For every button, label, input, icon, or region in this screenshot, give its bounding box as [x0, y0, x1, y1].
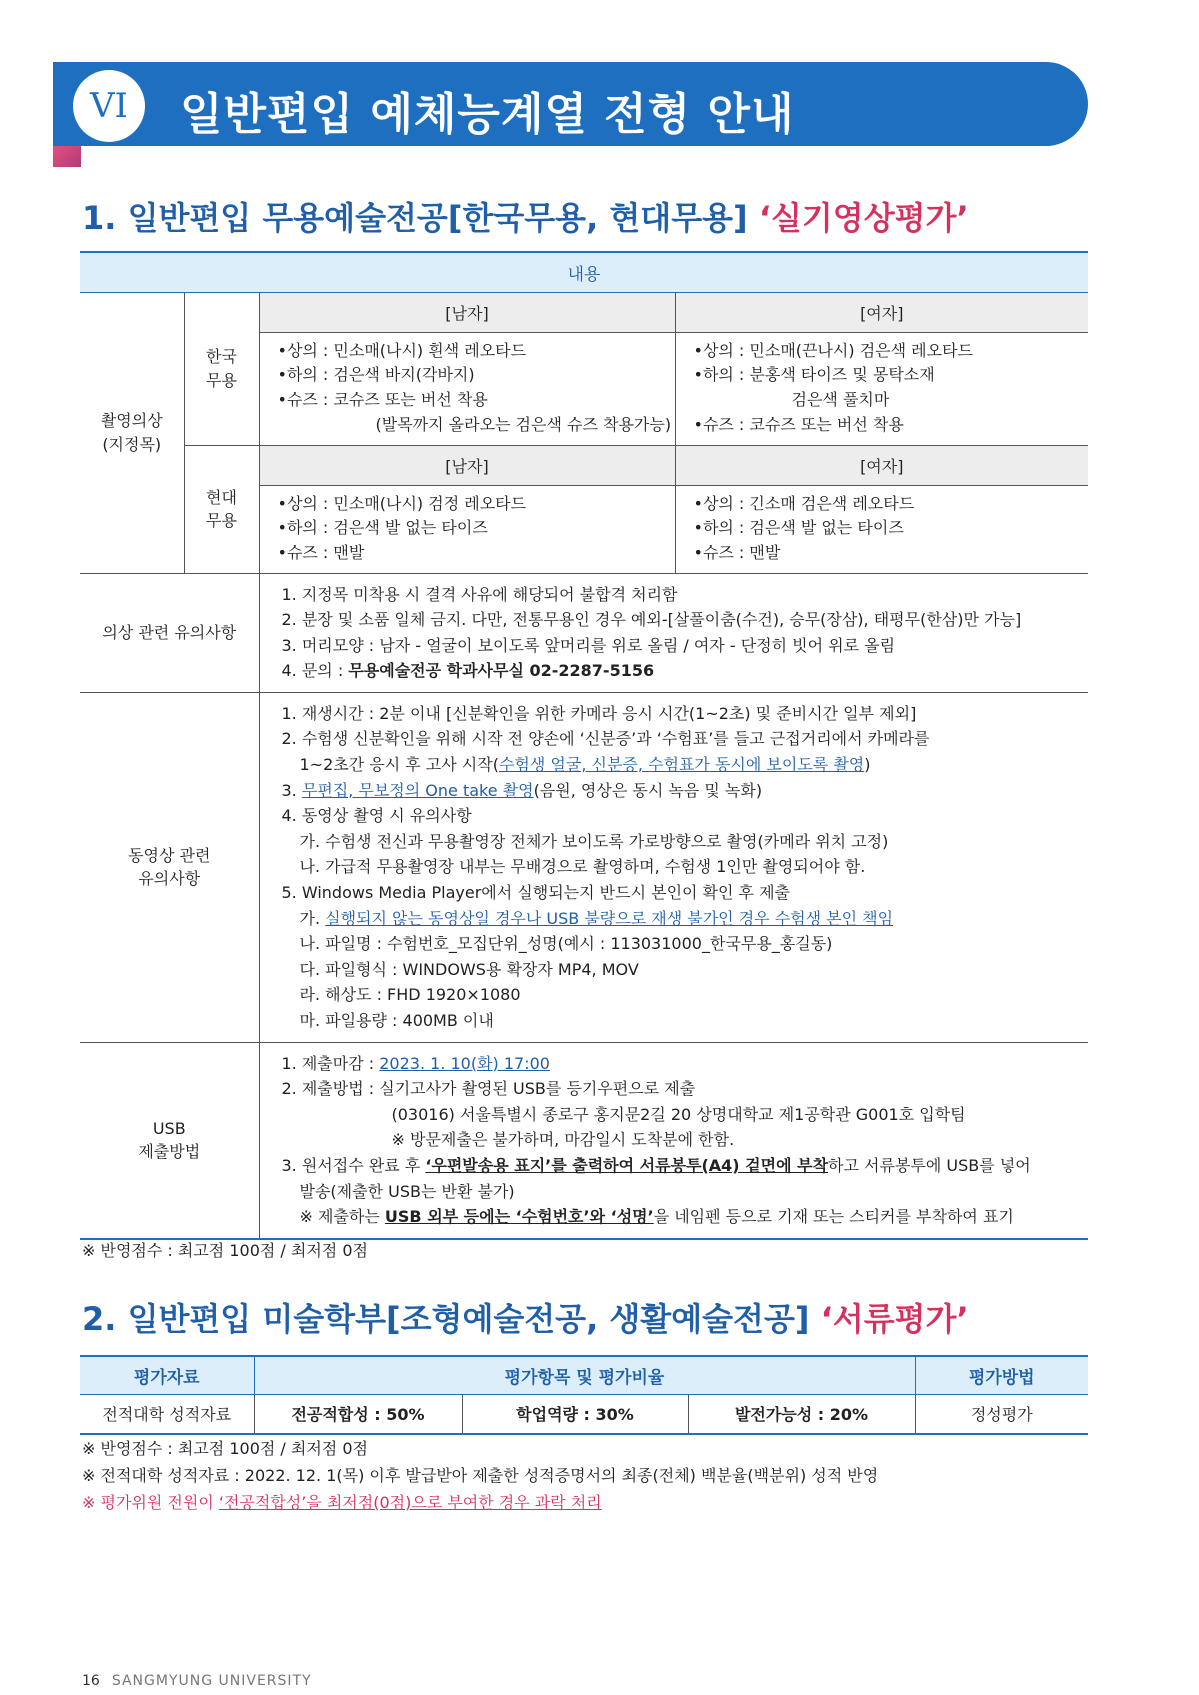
costume-notes-label: 의상 관련 유의사항: [80, 573, 259, 692]
section1-note: ※ 반영점수 : 최고점 100점 / 최저점 0점: [82, 1241, 368, 1260]
male-header: [남자]: [259, 292, 675, 332]
header-method: 평가방법: [915, 1356, 1088, 1394]
korean-male-costume: •상의 : 민소매(나시) 흰색 레오타드 •하의 : 검은색 바지(각바지) •슈즈 : 코슈즈 또는 버선 착용 (발목까지 올라오는 검은색 슈즈 착용가능): [259, 332, 675, 445]
video-notes: 1. 재생시간 : 2분 이내 [신분확인을 위한 카메라 응시 시간(1~2초) 및 준비시간 일부 제외] 2. 수험생 신분확인을 위해 시작 전 양손에 ‘신분증’과 ‘수험표’를 들고 근접거리에서 카메라를 1~2초간 응시 후 고사 시작(수험생 얼굴, 신분증, 수험표가 동시에 보이도록 촬영) 3. 무편집, 무보정의 One take 촬영(음원, 영상은 동시 녹음 및 녹화) 4. 동영상 촬영 시 유의사항 가. 수험생 전신과 무용촬영장 전체가 보이도록 가로방향으로 촬영(카메라 위치 고정) 나. 가급적 무용촬영장 내부는 무배경으로 촬영하며, 수험생 1인만 촬영되어야 함. 5. Windows Media Player에서 실행되는지 반드시 본인이 확인 후 제출 가. 실행되지 않는 동영상일 경우나 USB 불량으로 재생 불가인 경우 수험생 본인 책임 나. 파일명 : 수험번호_모집단위_성명(예시 : 113031000_한국무용_홍길동) 다. 파일형식 : WINDOWS용 확장자 MP4, MOV 라. 해상도 : FHD 1920×1080 마. 파일용량 : 400MB 이내: [259, 692, 1088, 1042]
costume-notes: 1. 지정목 미착용 시 결격 사유에 해당되어 불합격 처리함 2. 분장 및 소품 일체 금지. 다만, 전통무용인 경우 예외-[살풀이춤(수건), 승무(장삼), 태평무(한삼)만 가능] 3. 머리모양 : 남자 - 얼굴이 보이도록 앞머리를 위로 올림 / 여자 - 단정히 빗어 위로 올림 4. 문의 : 무용예술전공 학과사무실 02-2287-5156: [259, 573, 1088, 692]
usb-label: USB 제출방법: [80, 1042, 259, 1239]
korean-female-costume: •상의 : 민소매(끈나시) 검은색 레오타드 •하의 : 분홍색 타이즈 및 몽탁소재 검은색 풀치마 •슈즈 : 코슈즈 또는 버선 착용: [675, 332, 1088, 445]
header-items: 평가항목 및 평가비율: [254, 1356, 915, 1394]
chapter-title: 일반편입 예체능계열 전형 안내: [180, 89, 795, 140]
dance-requirements-table: [80, 251, 1088, 1240]
video-notes-label: 동영상 관련 유의사항: [80, 692, 259, 1042]
section2-warning: ※ 평가위원 전원이 ‘전공적합성’을 최저점(0점)으로 부여한 경우 과락 처리: [82, 1493, 602, 1512]
potential-cell: 발전가능성 : 20%: [688, 1394, 915, 1434]
section1-title: 1. 일반편입 무용예술전공[한국무용, 현대무용] ‘실기영상평가’: [82, 199, 969, 237]
korean-dance-label: 한국 무용: [184, 292, 259, 445]
costume-label: 촬영의상 (지정목): [80, 292, 184, 573]
female-header: [여자]: [675, 292, 1088, 332]
academic-cell: 학업역량 : 30%: [462, 1394, 688, 1434]
modern-male-costume: •상의 : 민소매(나시) 검정 레오타드 •하의 : 검은색 발 없는 타이즈 •슈즈 : 맨발: [259, 485, 675, 573]
modern-dance-label: 현대 무용: [184, 445, 259, 573]
major-fit-cell: 전공적합성 : 50%: [254, 1394, 462, 1434]
art-evaluation-table: [80, 1355, 1088, 1435]
chapter-number-badge: VI: [73, 70, 145, 142]
header-material: 평가자료: [80, 1356, 254, 1394]
page-footer: [82, 1673, 312, 1689]
male-header: [남자]: [259, 445, 675, 485]
usb-submission: 1. 제출마감 : 2023. 1. 10(화) 17:00 2. 제출방법 : 실기고사가 촬영된 USB를 등기우편으로 제출 (03016) 서울특별시 종로구 홍지문2길 20 상명대학교 제1공학관 G001호 입학팀 ※ 방문제출은 불가하며, 마감일시 도착분에 한함. 3. 원서접수 완료 후 ‘우편발송용 표지’를 출력하여 서류봉투(A4) 겉면에 부착하고 서류봉투에 USB를 넣어 발송(제출한 USB는 반환 불가) ※ 제출하는 USB 외부 등에는 ‘수험번호’와 ‘성명’을 네임펜 등으로 기재 또는 스티커를 부착하여 표기: [259, 1042, 1088, 1239]
material-cell: 전적대학 성적자료: [80, 1394, 254, 1434]
university-name: SANGMYUNG UNIVERSITY: [111, 1673, 312, 1689]
page-number: 16: [82, 1673, 100, 1689]
section2-note: ※ 전적대학 성적자료 : 2022. 12. 1(목) 이후 발급받아 제출한 성적증명서의 최종(전체) 백분율(백분위) 성적 반영: [82, 1466, 879, 1485]
table-header: 내용: [80, 252, 1088, 292]
method-cell: 정성평가: [915, 1394, 1088, 1434]
modern-female-costume: •상의 : 긴소매 검은색 레오타드 •하의 : 검은색 발 없는 타이즈 •슈즈 : 맨발: [675, 485, 1088, 573]
female-header: [여자]: [675, 445, 1088, 485]
section2-title: 2. 일반편입 미술학부[조형예술전공, 생활예술전공] ‘서류평가’: [82, 1300, 969, 1338]
section2-note: ※ 반영점수 : 최고점 100점 / 최저점 0점: [82, 1439, 368, 1458]
